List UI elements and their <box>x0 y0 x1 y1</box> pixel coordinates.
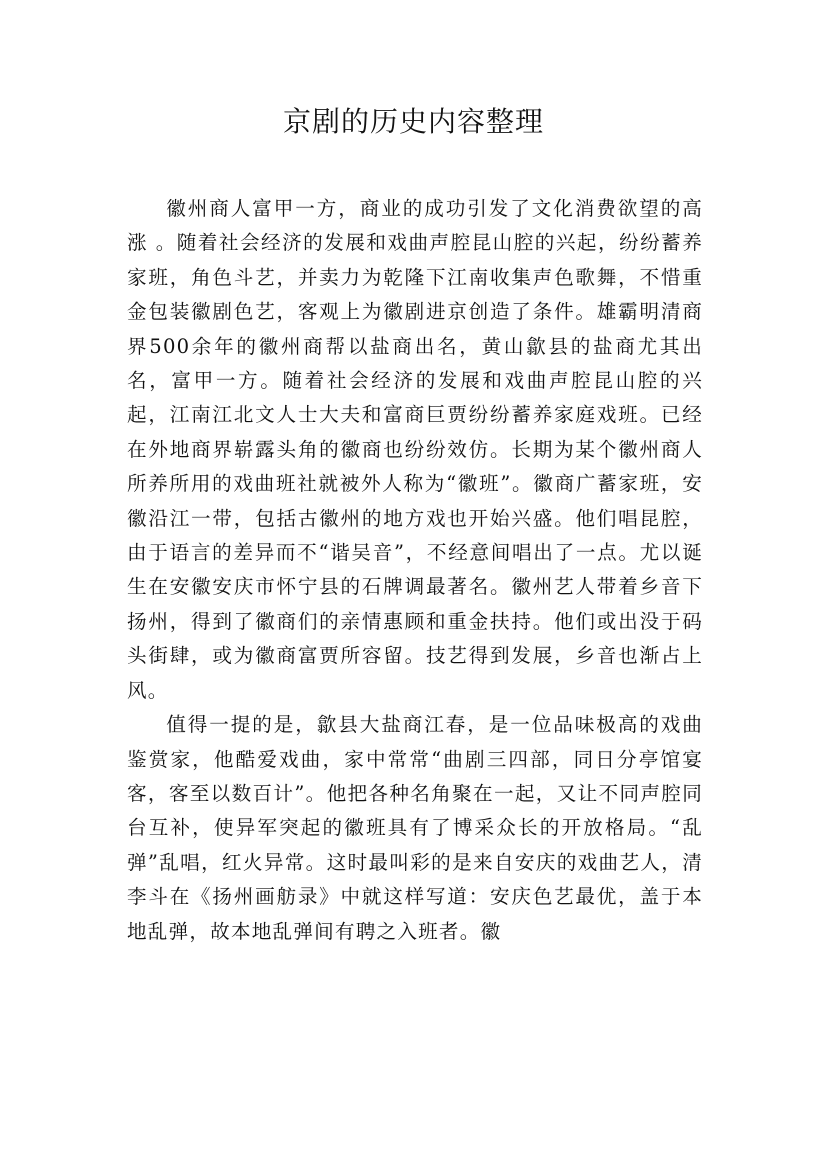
paragraph-2: 值得一提的是，歙县大盐商江春，是一位品味极高的戏曲鉴赏家，他酷爱戏曲，家中常常“曲剧三四部，同日分亭馆宴客，客至以数百计”。他把各种名角聚在一起，又让不同声腔同台互补，使异军突起的徽班具有了博采众长的开放格局。“乱弹”乱唱，红火异常。这时最叫彩的是来自安庆的戏曲艺人，清李斗在《扬州画舫录》中就这样写道：安庆色艺最优，盖于本地乱弹，故本地乱弹间有聘之入班者。徽 <box>127 713 703 943</box>
document-title: 京剧的历史内容整理 <box>282 105 544 138</box>
document-body <box>127 192 703 949</box>
paragraph-1: 徽州商人富甲一方，商业的成功引发了文化消费欲望的高涨 。随着社会经济的发展和戏曲声腔昆山腔的兴起，纷纷蓄养家班，角色斗艺，并卖力为乾隆下江南收集声色歌舞，不惜重金包装徽剧色艺，客观上为徽剧进京创造了条件。雄霸明清商界500余年的徽州商帮以盐商出名，黄山歙县的盐商尤其出名，富甲一方。随着社会经济的发展和戏曲声腔昆山腔的兴起，江南江北文人士大夫和富商巨贾纷纷蓄养家庭戏班。已经在外地商界崭露头角的徽商也纷纷效仿。长期为某个徽州商人所养所用的戏曲班社就被外人称为“徽班”。徽商广蓄家班，安徽沿江一带，包括古徽州的地方戏也开始兴盛。他们唱昆腔，由于语言的差异而不“谐吴音”，不经意间唱出了一点。尤以诞生在安徽安庆市怀宁县的石牌调最著名。徽州艺人带着乡音下扬州，得到了徽商们的亲情惠顾和重金扶持。他们或出没于码头街肆，或为徽商富贾所容留。技艺得到发展，乡音也渐占上风。 <box>127 197 703 702</box>
